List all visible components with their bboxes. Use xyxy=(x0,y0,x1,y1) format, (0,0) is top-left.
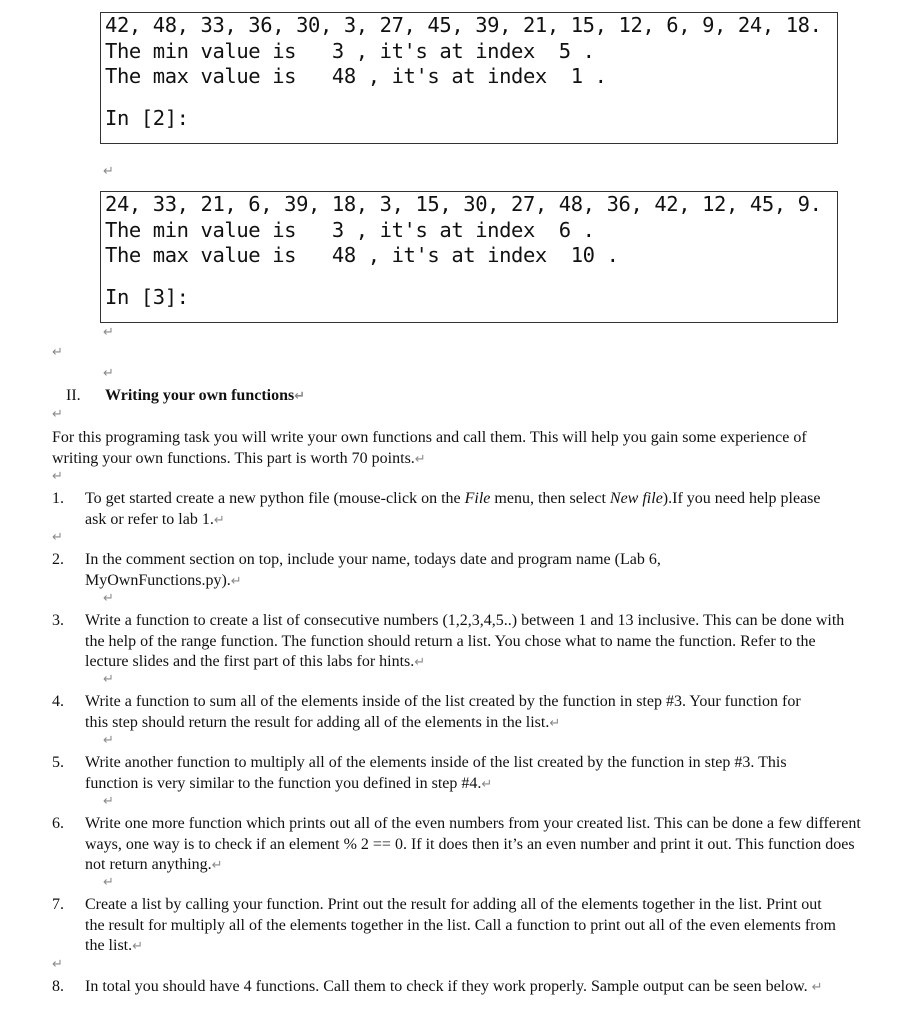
step-number: 7. xyxy=(52,896,64,913)
step-3-text: Write a function to create a list of consecutive numbers (1,2,3,4,5..) between 1 and 13 inclusive. This can be done with the help of the range function. The function should return a list. You chose what to name the function. Refer to the lecture slides and the first part of this labs for hints.↵ xyxy=(85,612,845,670)
paragraph-mark-icon: ↵ xyxy=(103,591,114,606)
paragraph-mark-icon: ↵ xyxy=(103,733,114,748)
paragraph-mark-icon: ↵ xyxy=(103,366,114,381)
output-line: The min value is 3 , it's at index 5 . xyxy=(105,38,595,63)
paragraph-mark-icon: ↵ xyxy=(52,530,63,545)
input-prompt: In [3]: xyxy=(105,284,189,309)
step-number: 5. xyxy=(52,754,64,771)
step-2-text: In the comment section on top, include your name, todays date and program name (Lab 6, MyOwnFunctions.py).↵ xyxy=(85,551,661,589)
paragraph-mark-icon: ↵ xyxy=(103,325,114,340)
output-line: The min value is 3 , it's at index 6 . xyxy=(105,217,595,242)
step-number: 4. xyxy=(52,693,64,710)
step-8-text: In total you should have 4 functions. Call them to check if they work properly. Sample output can be seen below. ↵ xyxy=(85,978,823,995)
output-line: 24, 33, 21, 6, 39, 18, 3, 15, 30, 27, 48, 36, 42, 12, 45, 9. xyxy=(105,192,822,216)
step-5-text: Write another function to multiply all of the elements inside of the list created by the function in step #3. This function is very similar to the function you defined in step #4.↵ xyxy=(85,754,787,792)
console-output-2 xyxy=(100,191,838,323)
step-number: 2. xyxy=(52,551,64,568)
intro-paragraph: For this programing task you will write your own functions and call them. This will help you gain some experience of writing your own functions. This part is worth 70 points.↵ xyxy=(52,429,807,467)
step-4-text: Write a function to sum all of the elements inside of the list created by the function in step #3. Your function for this step should return the result for adding all of the elements in the list.↵ xyxy=(85,693,801,731)
paragraph-mark-icon: ↵ xyxy=(52,345,63,360)
output-line: 42, 48, 33, 36, 30, 3, 27, 45, 39, 21, 15, 12, 6, 9, 24, 18. xyxy=(105,13,822,37)
paragraph-mark-icon: ↵ xyxy=(103,875,114,890)
step-number: 6. xyxy=(52,815,64,832)
input-prompt: In [2]: xyxy=(105,105,189,130)
output-line: The max value is 48 , it's at index 10 . xyxy=(105,243,619,267)
step-6-text: Write one more function which prints out all of the even numbers from your created list. This can be done a few different ways, one way is to check if an element % 2 == 0. If it does then it’s an even number and print it out. This function does not return anything.↵ xyxy=(85,815,861,873)
output-line: The max value is 48 , it's at index 1 . xyxy=(105,64,607,88)
step-1-text: To get started create a new python file (mouse-click on the File menu, then select New file).If you need help please ask or refer to lab 1.↵ xyxy=(85,490,821,528)
paragraph-mark-icon: ↵ xyxy=(103,672,114,687)
section-numeral: II. xyxy=(66,387,81,404)
paragraph-mark-icon: ↵ xyxy=(52,957,63,972)
paragraph-mark-icon: ↵ xyxy=(103,794,114,809)
paragraph-mark-icon: ↵ xyxy=(52,407,63,422)
console-output-1 xyxy=(100,12,838,144)
step-7-text: Create a list by calling your function. Print out the result for adding all of the elements together in the list. Print out the result for multiply all of the elements together in the list. Call a function to print out all of the even elements from the list.↵ xyxy=(85,896,836,954)
step-number: 8. xyxy=(52,978,64,995)
step-number: 1. xyxy=(52,490,64,507)
step-number: 3. xyxy=(52,612,64,629)
section-title: Writing your own functions↵ xyxy=(105,387,306,404)
paragraph-mark-icon: ↵ xyxy=(103,164,114,179)
paragraph-mark-icon: ↵ xyxy=(52,469,63,484)
